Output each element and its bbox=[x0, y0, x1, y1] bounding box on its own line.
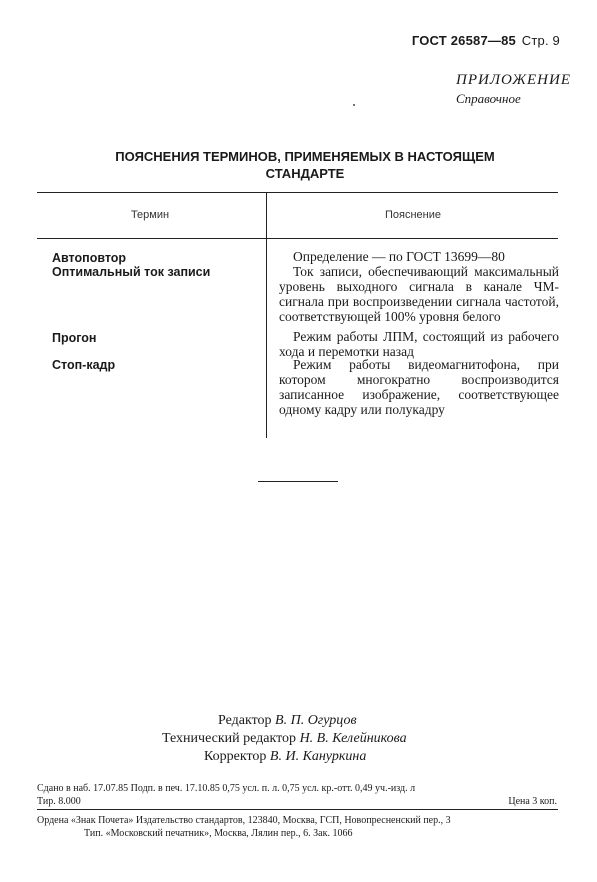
imprint-rule bbox=[37, 809, 558, 810]
section-title-line-1: ПОЯСНЕНИЯ ТЕРМИНОВ, ПРИМЕНЯЕМЫХ В НАСТОЯЩЕМ bbox=[115, 149, 495, 164]
column-header-term: Термин bbox=[130, 209, 170, 221]
credit-name: В. И. Кануркина bbox=[269, 749, 367, 764]
column-header-explanation: Пояснение bbox=[384, 209, 441, 221]
speck-mark bbox=[353, 104, 355, 106]
credit-corrector bbox=[204, 749, 366, 765]
credit-role: Корректор bbox=[204, 749, 267, 764]
end-rule bbox=[258, 481, 338, 482]
imprint-printer: Тип. «Московский печатник», Москва, Лялин пер., 6. Зак. 1066 bbox=[84, 828, 353, 839]
appendix-subtitle: Справочное bbox=[456, 91, 521, 106]
term-run: Прогон bbox=[52, 331, 97, 345]
credit-tech-editor bbox=[162, 731, 407, 747]
term-autorepeat: Автоповтор bbox=[52, 251, 127, 265]
term-freeze-frame: Стоп-кадр bbox=[52, 358, 116, 372]
term-optimal-current: Оптимальный ток записи bbox=[52, 265, 211, 279]
page-header bbox=[412, 33, 560, 48]
explanation-optimal-current bbox=[279, 264, 559, 324]
imprint-print-run: Тир. 8.000 bbox=[37, 796, 81, 807]
table-top-rule bbox=[37, 192, 558, 193]
credit-editor bbox=[218, 713, 357, 729]
explanation-text: Ток записи, обеспечивающий максимальный уровень выходного сигнала в канале ЧМ-сигнала при воспроизведении сигнала частотой, соответствующей 100% уровня белого bbox=[279, 264, 559, 324]
explanation-text: Определение — по ГОСТ 13699—80 bbox=[293, 249, 505, 264]
appendix-title: ПРИЛОЖЕНИЕ bbox=[456, 72, 571, 88]
credit-role: Редактор bbox=[218, 713, 272, 728]
page-number: Стр. 9 bbox=[521, 33, 560, 48]
explanation-autorepeat bbox=[279, 249, 559, 264]
credit-role: Технический редактор bbox=[162, 731, 297, 746]
table-header-rule bbox=[37, 238, 558, 239]
credit-name: В. П. Огурцов bbox=[275, 713, 357, 728]
imprint-price: Цена 3 коп. bbox=[508, 796, 557, 807]
explanation-text: Режим работы ЛПМ, состоящий из рабочего хода и перемотки назад bbox=[279, 329, 559, 359]
explanation-freeze-frame bbox=[279, 357, 559, 417]
explanation-text: Режим работы видеомагнитофона, при котором многократно воспроизводится записанное изображение, соответствующее одному кадру или полукадру bbox=[279, 357, 559, 417]
explanation-run bbox=[279, 329, 559, 359]
section-title bbox=[60, 148, 550, 182]
standard-number: ГОСТ 26587—85 bbox=[411, 33, 516, 48]
section-title-line-2: СТАНДАРТЕ bbox=[265, 166, 345, 181]
table-column-divider bbox=[266, 192, 267, 438]
imprint-line-1: Сдано в наб. 17.07.85 Подп. в печ. 17.10.85 0,75 усл. п. л. 0,75 усл. кр.-отт. 0,49 уч.-изд. л bbox=[37, 783, 416, 794]
credit-name: Н. В. Келейникова bbox=[299, 731, 407, 746]
imprint-publisher: Ордена «Знак Почета» Издательство стандартов, 123840, Москва, ГСП, Новопресненский пер., 3 bbox=[37, 815, 451, 826]
